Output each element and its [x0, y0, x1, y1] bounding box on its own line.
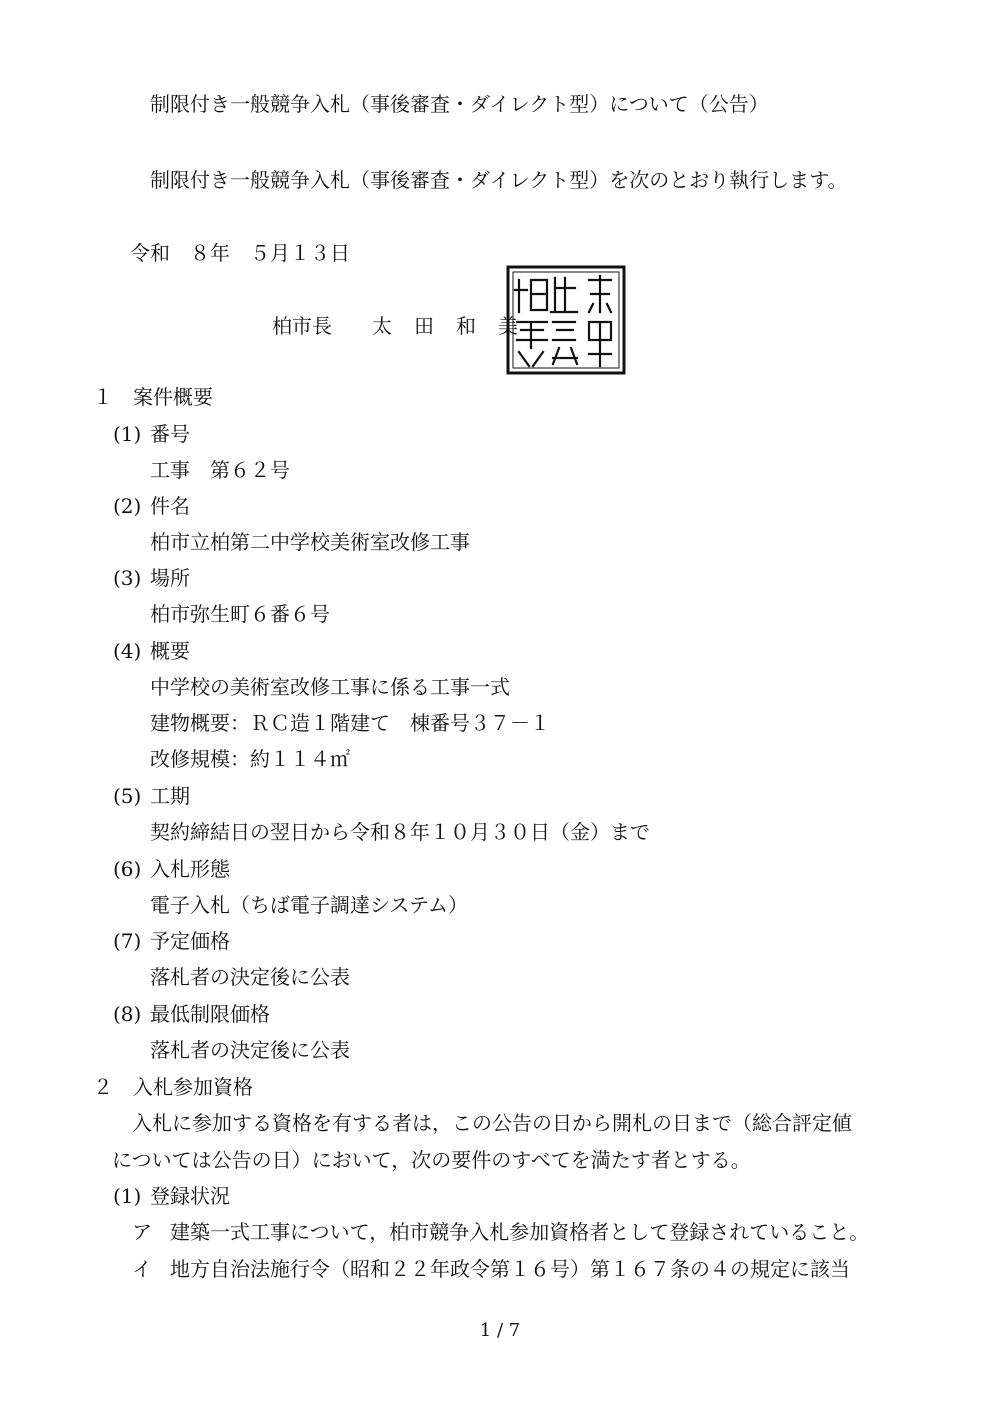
- item-title: 番号: [150, 422, 190, 446]
- item-title: 登録状況: [150, 1184, 230, 1208]
- page-total: 7: [508, 1320, 521, 1341]
- signatory-position: 柏市長: [272, 314, 332, 338]
- page-number: [0, 1319, 1000, 1343]
- notice-title: 制限付き一般競争入札（事後審査・ダイレクト型）について（公告）: [150, 92, 769, 116]
- item-content: 落札者の決定後に公表: [150, 1038, 350, 1062]
- item-title: 予定価格: [150, 929, 230, 953]
- item-label: (2): [113, 494, 142, 518]
- item-content: 柏市弥生町６番６号: [150, 602, 330, 626]
- item-title: 工期: [150, 784, 190, 808]
- item-title: 件名: [150, 494, 190, 518]
- intro-text: 制限付き一般競争入札（事後審査・ダイレクト型）を次のとおり執行します。: [150, 168, 848, 192]
- page-current: 1: [479, 1320, 492, 1341]
- section2-heading: ２ 入札参加資格: [93, 1075, 253, 1099]
- item-content: 柏市立柏第二中学校美術室改修工事: [150, 530, 470, 554]
- list-marker: イ: [132, 1257, 152, 1281]
- requirement-i: 地方自治法施行令（昭和２２年政令第１６号）第１６７条の４の規定に該当: [170, 1257, 850, 1281]
- signatory-name: 太 田 和 美: [372, 314, 519, 338]
- item-label: (5): [113, 784, 142, 808]
- section2-paragraph-line1: 入札に参加する資格を有する者は，この公告の日から開札の日まで（総合評定値: [132, 1111, 852, 1135]
- item-label: (7): [113, 929, 142, 953]
- item-label: (1): [113, 1184, 142, 1208]
- section1-heading: １ 案件概要: [93, 385, 213, 409]
- item-label: (1): [113, 422, 142, 446]
- item-content: 建物概要：ＲＣ造１階建て 棟番号３７－１: [150, 711, 550, 735]
- item-title: 入札形態: [150, 857, 230, 881]
- item-label: (3): [113, 566, 142, 590]
- item-label: (6): [113, 857, 142, 881]
- item-content: 工事 第６２号: [150, 458, 290, 482]
- item-title: 概要: [150, 639, 190, 663]
- item-title: 最低制限価格: [150, 1002, 270, 1026]
- item-content: 電子入札（ちば電子調達システム）: [150, 893, 468, 917]
- item-content: 契約締結日の翌日から令和８年１０月３０日（金）まで: [150, 820, 650, 844]
- page-separator: /: [496, 1320, 504, 1341]
- official-seal-icon: [505, 264, 627, 376]
- list-marker: ア: [132, 1220, 152, 1244]
- item-label: (8): [113, 1002, 142, 1026]
- item-content: 中学校の美術室改修工事に係る工事一式: [150, 675, 510, 699]
- section2-paragraph-line2: については公告の日）において，次の要件のすべてを満たす者とする。: [112, 1148, 751, 1172]
- item-title: 場所: [150, 566, 190, 590]
- item-content: 改修規模：約１１４㎡: [150, 747, 350, 771]
- item-label: (4): [113, 639, 142, 663]
- requirement-a: 建築一式工事について，柏市競争入札参加資格者として登録されていること。: [170, 1220, 870, 1244]
- item-content: 落札者の決定後に公表: [150, 965, 350, 989]
- issue-date: 令和 ８年 ５月１３日: [130, 241, 350, 265]
